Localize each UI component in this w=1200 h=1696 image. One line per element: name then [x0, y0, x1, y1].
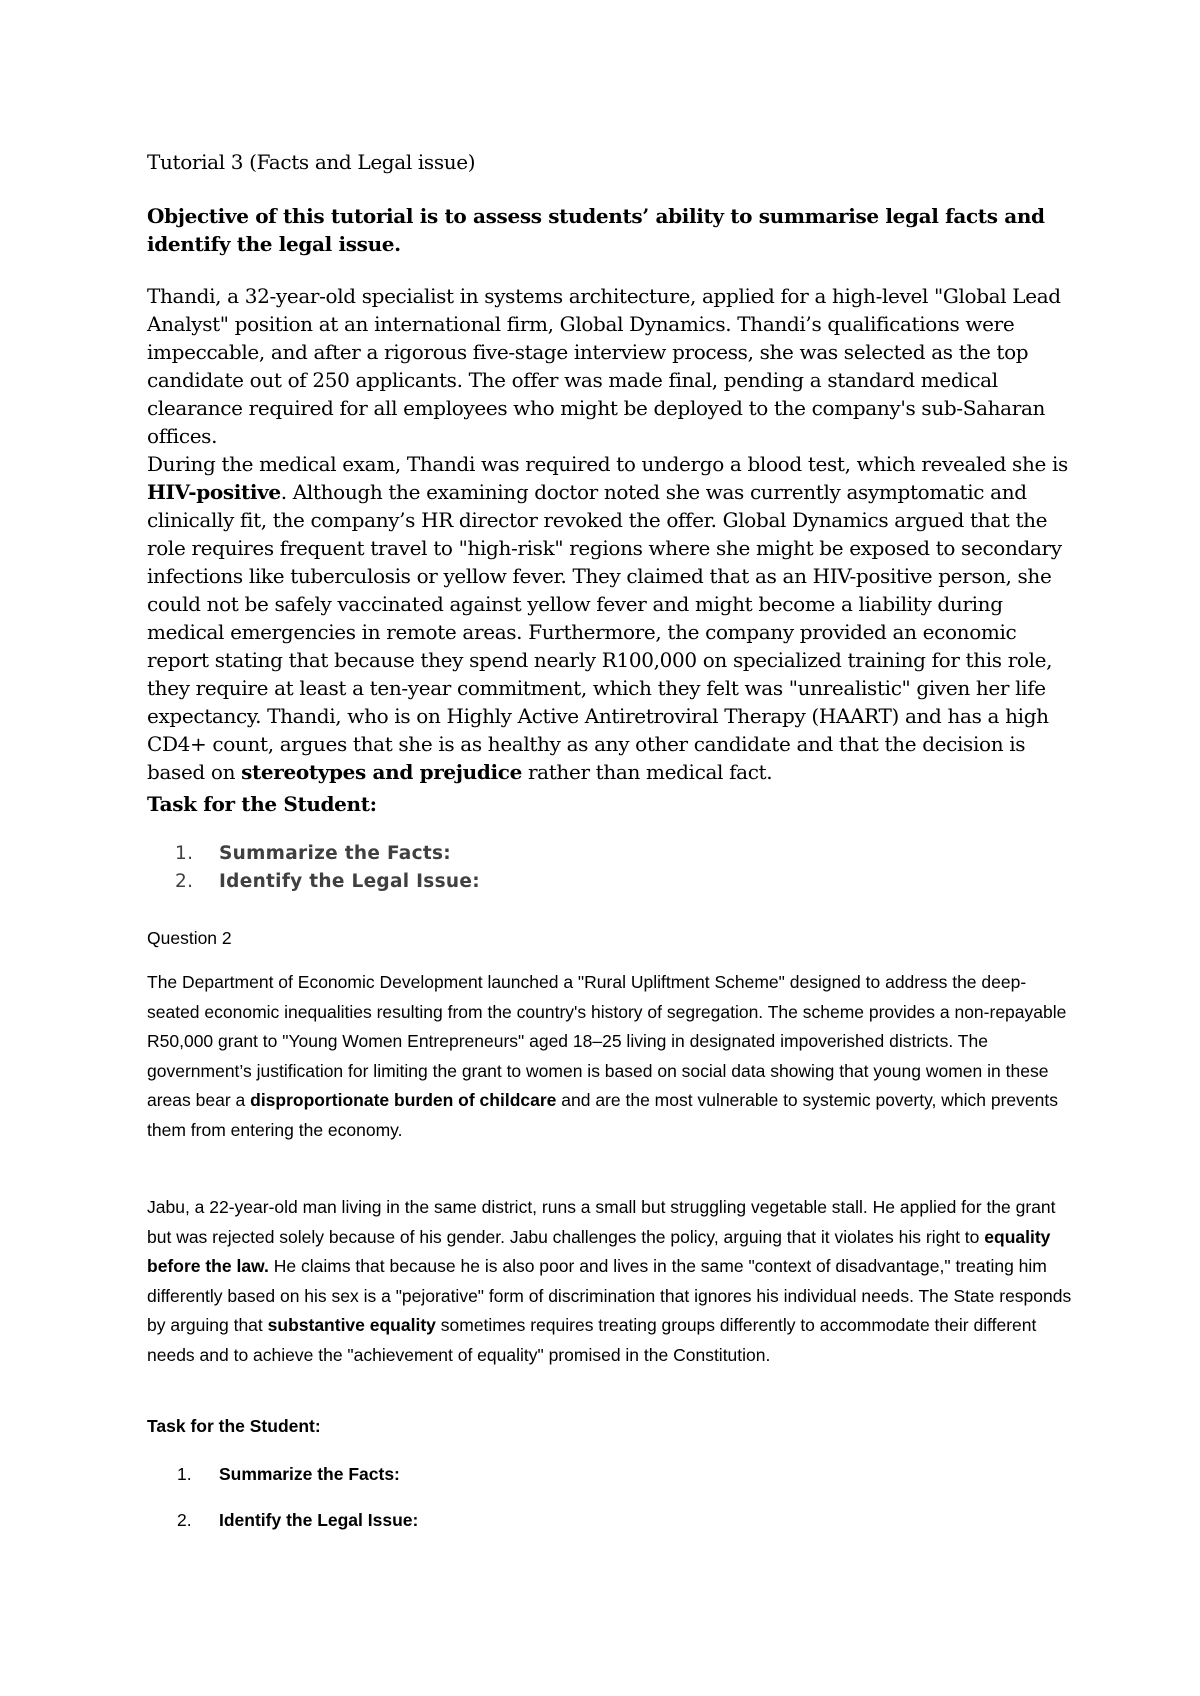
- list-number: 2.: [175, 871, 194, 892]
- question2-paragraph2-start: Jabu, a 22-year-old man living in the same district, runs a small but struggling vegetable stall. He applied for the grant but was rejected solely because of his gender. Jabu challenges the policy, arguing that it violates his right to: [147, 1197, 1056, 1247]
- substantive-equality-emphasis: substantive equality: [267, 1315, 436, 1335]
- task-label: Identify the Legal Issue:: [219, 871, 480, 892]
- hiv-positive-emphasis: HIV-positive: [147, 480, 281, 504]
- question1-paragraph2-end: rather than medical fact.: [521, 760, 773, 784]
- list-number: 1.: [175, 843, 194, 864]
- question2-paragraph1-start: The Department of Economic Development launched a "Rural Upliftment Scheme" designed to address the deep-seated economic inequalities resulting from the country's history of segregation. The scheme provides a non-repayable R50,000 grant to "Young Women Entrepreneurs" aged 18–25 living in designated impoverished districts. The government’s justification for limiting the grant to women is based on social data showing that young women in these areas bear a: [147, 972, 1067, 1110]
- list-item: [147, 868, 1077, 896]
- document-title: Tutorial 3 (Facts and Legal issue): [147, 150, 476, 174]
- list-item: [147, 1506, 1077, 1552]
- childcare-emphasis: disproportionate burden of childcare: [250, 1090, 557, 1110]
- list-number: 2.: [177, 1510, 192, 1530]
- stereotypes-emphasis: stereotypes and prejudice: [241, 760, 522, 784]
- question2-paragraph2-middle: He claims that because he is also poor and lives in the same "context of disadvantage," treating him differently based on his sex is a "pejorative" form of discrimination that ignores his individual needs. The State responds by arguing that: [147, 1256, 1072, 1335]
- question2-paragraph1: [147, 968, 1077, 1145]
- list-number: 1.: [177, 1464, 192, 1484]
- list-item: [147, 1460, 1077, 1506]
- question2-task-list: [147, 1460, 1077, 1552]
- equality-emphasis: equality before the law.: [147, 1226, 1051, 1276]
- task-label: Identify the Legal Issue:: [219, 1510, 419, 1530]
- question2-paragraph1-end: and are the most vulnerable to systemic poverty, which prevents them from entering the economy.: [147, 1090, 1058, 1140]
- tutorial-objective: Objective of this tutorial is to assess students’ ability to summarise legal facts and identify the legal issue.: [147, 204, 1045, 256]
- question2-paragraph2-end: sometimes requires treating groups differently to accommodate their different needs and to achieve the "achievement of equality" promised in the Constitution.: [147, 1315, 1037, 1365]
- question2-paragraph2: [147, 1193, 1077, 1370]
- question1-task-list: [147, 840, 1077, 896]
- task-label: Summarize the Facts:: [219, 1464, 400, 1484]
- question2-heading: Question 2: [147, 928, 232, 948]
- task-label: Summarize the Facts:: [219, 843, 452, 864]
- list-item: [147, 840, 1077, 868]
- question2-task-heading: Task for the Student:: [147, 1416, 321, 1436]
- question1-paragraph2-middle: . Although the examining doctor noted she was currently asymptomatic and clinically fit, the company’s HR director revoked the offer. Global Dynamics argued that the role requires frequent travel to "high-risk" regions where she might be exposed to secondary infections like tuberculosis or yellow fever. They claimed that as an HIV-positive person, she could not be safely vaccinated against yellow fever and might become a liability during medical emergencies in remote areas. Furthermore, the company provided an economic report stating that because they spend nearly R100,000 on specialized training for this role, they require at least a ten-year commitment, which they felt was "unrealistic" given her life expectancy. Thandi, who is on Highly Active Antiretroviral Therapy (HAART) and has a high CD4+ count, argues that she is as healthy as any other candidate and that the decision is based on: [147, 480, 1062, 784]
- question1-paragraph2-start: During the medical exam, Thandi was required to undergo a blood test, which revealed she is: [147, 452, 1068, 476]
- question1-task-heading: Task for the Student:: [147, 792, 377, 816]
- question1-facts: [147, 282, 1077, 786]
- question1-paragraph1: Thandi, a 32-year-old specialist in systems architecture, applied for a high-level "Global Lead Analyst" position at an international firm, Global Dynamics. Thandi’s qualifications were impeccable, and after a rigorous five-stage interview process, she was selected as the top candidate out of 250 applicants. The offer was made final, pending a standard medical clearance required for all employees who might be deployed to the company's sub-Saharan offices.: [147, 284, 1061, 448]
